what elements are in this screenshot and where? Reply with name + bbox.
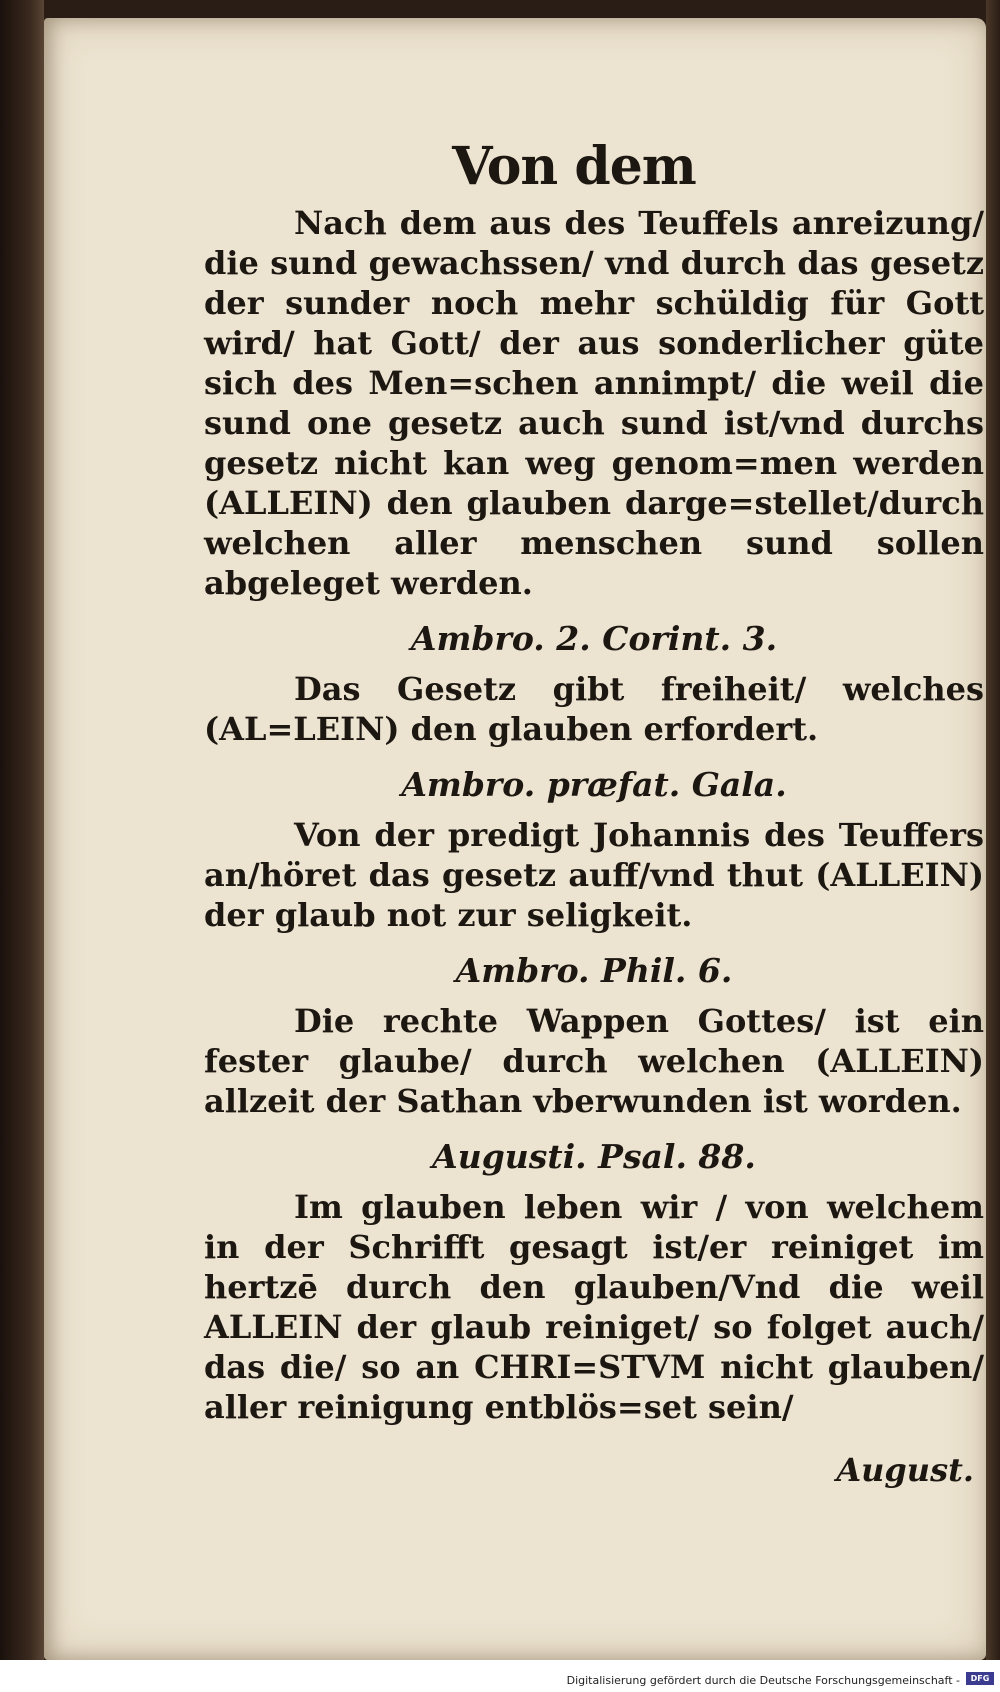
paragraph-2: Das Gesetz gibt freiheit/ welches (AL=LEIN) den glauben erfordert. [204, 670, 984, 748]
paragraph-5: Im glauben leben wir / von welchem in der Schrifft gesagt ist/er reiniget im hertzē durch den glauben/Vnd die weil ALLEIN der glaub reiniget/ so folget auch/ das die/ so an CHRI=STVM nicht glauben/ aller reinigung entblös=set sein/ [204, 1188, 984, 1426]
book-page [44, 18, 986, 1660]
digitization-credit: Digitalisierung gefördert durch die Deutsche Forschungsgemeinschaft - [566, 1674, 960, 1687]
page-text-block [204, 136, 984, 1489]
catchword: August. [836, 1451, 974, 1489]
reference-ambro-corint: Ambro. 2. Corint. 3. [410, 619, 778, 658]
book-right-edge [986, 0, 1000, 1660]
paragraph-1: Nach dem aus des Teuffels anreizung/ die sund gewachssen/ vnd durch das gesetz der sunder noch mehr schüldig für Gott wird/ hat Gott/ der aus sonderlicher güte sich des Men=schen annimpt/ die weil die sund one gesetz auch sund ist/vnd durchs gesetz nicht kan weg genom=men werden (ALLEIN) den glauben darge=stellet/durch welchen aller menschen sund sollen abgeleget werden. [204, 204, 984, 602]
reference-augusti-psal: Augusti. Psal. 88. [432, 1137, 756, 1176]
reference-ambro-phil: Ambro. Phil. 6. [455, 951, 733, 990]
book-binding-edge [0, 0, 44, 1660]
reference-ambro-gala: Ambro. præfat. Gala. [401, 765, 787, 804]
page-header: Von dem [452, 136, 696, 197]
dfg-logo: DFG [966, 1672, 994, 1685]
paragraph-3: Von der predigt Johannis des Teuffers an/höret das gesetz auff/vnd thut (ALLEIN) der glaub not zur seligkeit. [204, 816, 984, 934]
paragraph-4: Die rechte Wappen Gottes/ ist ein fester glaube/ durch welchen (ALLEIN) allzeit der Sathan vberwunden ist worden. [204, 1002, 984, 1120]
